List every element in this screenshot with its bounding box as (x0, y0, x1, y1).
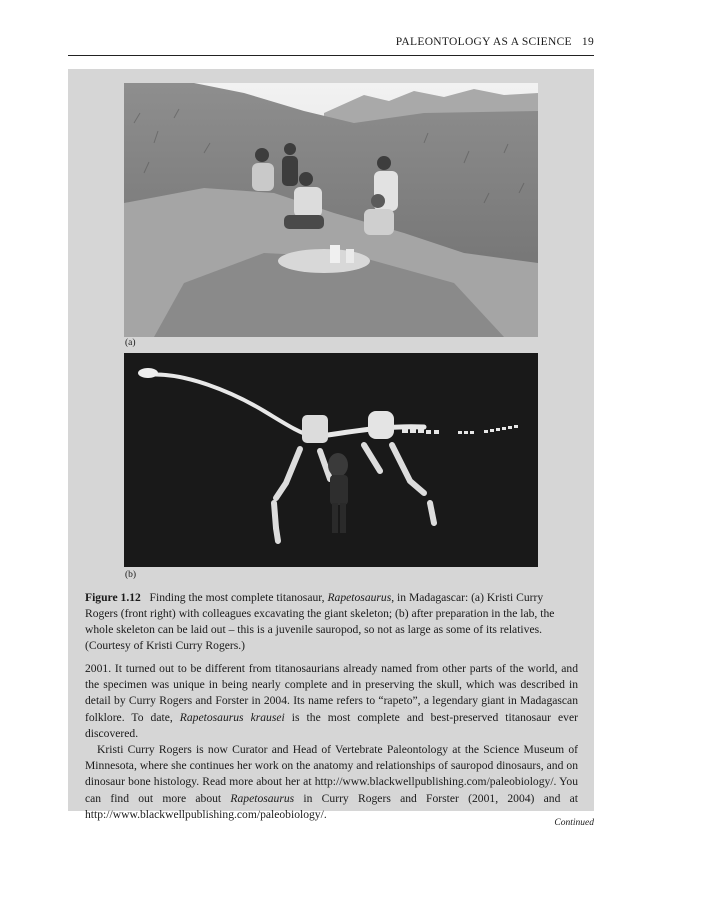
header-rule (68, 55, 594, 56)
paragraph-1: 2001. It turned out to be different from titanosaurians already named from other parts of the world, and the specimen was unique in being nearly complete and in preserving the skull, which was described in detail by Curry Rogers and Forster in 2004. Its name refers to “rapeto”, a legendary giant in Madagascan folklore. To date, Rapetosaurus krausei is the most complete and best-preserved titanosaur ever discovered. (85, 662, 578, 740)
subfigure-label-b: (b) (125, 570, 137, 580)
page-number: 19 (581, 36, 594, 48)
section-title: PALEONTOLOGY AS A SCIENCE (395, 36, 572, 48)
excavation-photo (124, 83, 538, 337)
running-head (396, 36, 594, 48)
subfigure-label-a: (a) (125, 338, 136, 348)
feature-box (68, 69, 594, 821)
paragraph-2: Kristi Curry Rogers is now Curator and Head of Vertebrate Paleontology at the Science Museum of Minnesota, where she continues her work on the anatomy and relationships of sauropod dinosaurs, and on dinosaur bone histology. Read more about her at http://www.blackwellpublishing.com/paleobiology/. You can find out more about Rapetosaurus in Curry Rogers and Forster (2001, 2004) and at http://www.blackwellpublishing.com/paleobiology/. (85, 743, 578, 821)
continued-note: Continued (554, 818, 594, 828)
figure-caption: Figure 1.12 Finding the most complete titanosaur, Rapetosaurus, in Madagascar: (a) Kristi Curry Rogers (front right) with colleagues excavating the giant skeleton; (b) after preparation in the lab, the whole skeleton can be laid out – this is a juvenile sauropod, so not as large as some of its relatives. (Courtesy of Kristi Curry Rogers.) (85, 591, 555, 652)
box-body-text (85, 661, 578, 823)
skeleton-photo (124, 353, 538, 567)
figure-number: Figure 1.12 (85, 591, 141, 604)
